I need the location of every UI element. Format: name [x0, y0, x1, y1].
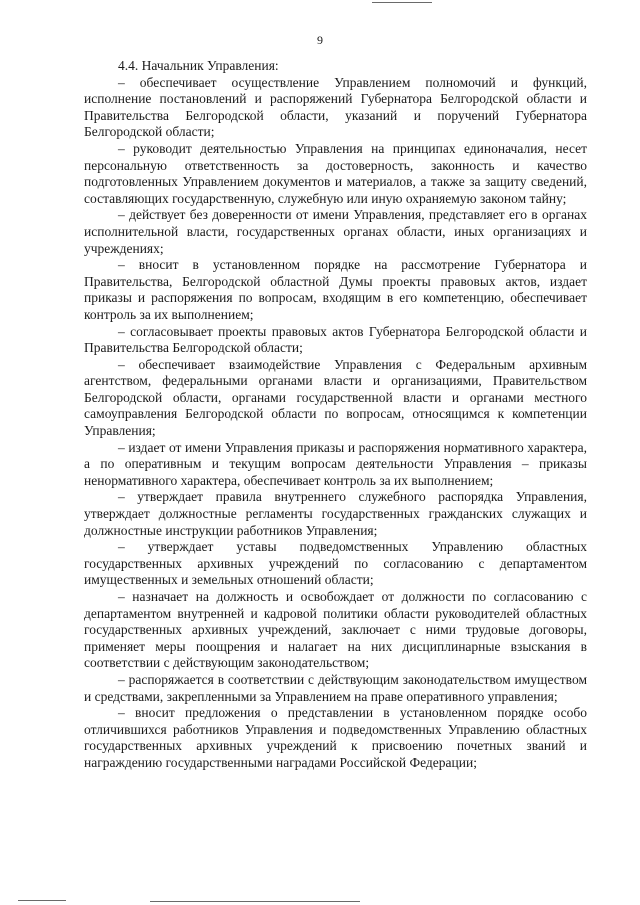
section-heading: 4.4. Начальник Управления: [118, 58, 279, 73]
paragraph: – утверждает уставы подведомственных Управлению областных государственных архивных учреждений по согласованию с департаментом имущественных и земельных отношений области; [84, 539, 587, 588]
paragraph: – руководит деятельностью Управления на принципах единоначалия, несет персональную ответственность за достоверность, законность и качество подготовленных Управлением документов и материалов, а также за защиту сведений, составляющих государственную, служебную или иную охраняемую законом тайну; [84, 140, 587, 206]
paragraph: – назначает на должность и освобождает от должности по согласованию с департаментом внутренней и кадровой политики области руководителей областных государственных архивных учреждений, заключает с ними трудовые договоры, применяет меры поощрения и налагает на них дисциплинарные взыскания в соответствии с действующим законодательством; [84, 589, 587, 671]
paragraph: – обеспечивает осуществление Управлением полномочий и функций, исполнение постановлений и распоряжений Губернатора Белгородской области и Правительства Белгородской области, указаний и поручений Губернатора Белгородской области; [84, 74, 587, 140]
scan-artifact-top [372, 2, 432, 3]
scan-artifact-bottom-right [150, 901, 360, 902]
paragraph: – вносит в установленном порядке на рассмотрение Губернатора и Правительства, Белгородской областной Думы проекты правовых актов, издает приказы и распоряжения по вопросам, входящим в его компетенцию, обеспечивает контроль за их выполнением; [84, 257, 587, 322]
scan-artifact-bottom [18, 900, 66, 901]
paragraph: – утверждает правила внутреннего служебного распорядка Управления, утверждает должностные регламенты государственных гражданских служащих и должностные инструкции работников Управления; [84, 489, 587, 538]
document-body [84, 58, 587, 772]
paragraph: – согласовывает проекты правовых актов Губернатора Белгородской области и Правительства Белгородской области; [84, 323, 587, 356]
paragraph: – действует без доверенности от имени Управления, представляет его в органах исполнительной власти, государственных органах области, иных организациях и учреждениях; [84, 207, 587, 256]
paragraph: – распоряжается в соответствии с действующим законодательством имуществом и средствами, закрепленными за Управлением на праве оперативного управления; [84, 671, 587, 704]
paragraph: – обеспечивает взаимодействие Управления с Федеральным архивным агентством, федеральными органами власти и организациями, Правительством Белгородской области, органами государственной власти и органами местного самоуправления Белгородской области по вопросам, относящимся к компетенции Управления; [84, 356, 587, 439]
page-number: 9 [317, 33, 323, 47]
paragraph: – вносит предложения о представлении в установленном порядке особо отличившихся работников Управления и подведомственных Управлению областных государственных архивных учреждений к присвоению почетных званий и награждению государственными наградами Российской Федерации; [84, 705, 587, 770]
paragraph: – издает от имени Управления приказы и распоряжения нормативного характера, а по оперативным и текущим вопросам деятельности Управления – приказы ненормативного характера, обеспечивает контроль за их выполнением; [84, 439, 587, 488]
